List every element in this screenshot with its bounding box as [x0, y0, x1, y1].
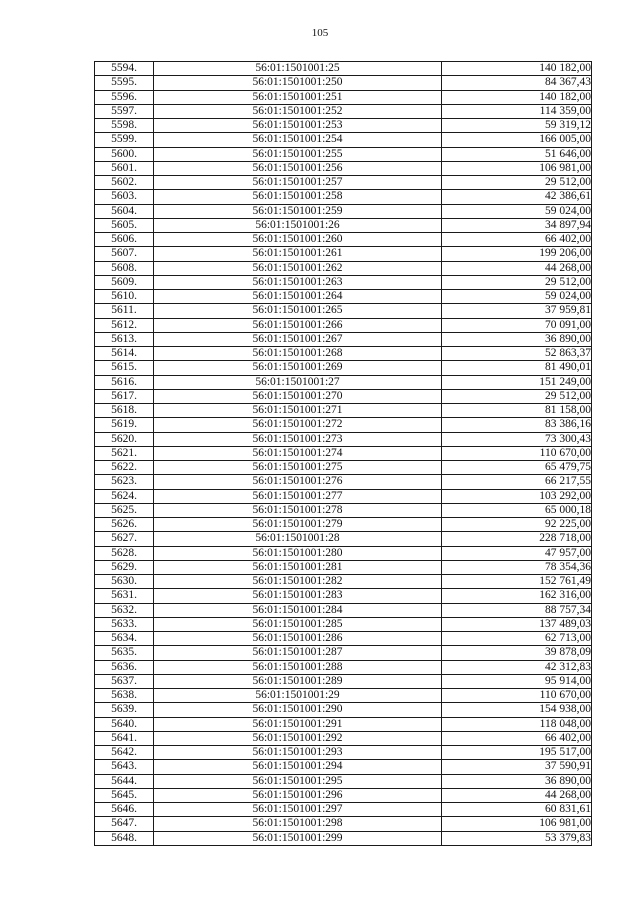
- cadastral-number-cell: 56:01:1501001:287: [154, 646, 442, 660]
- table-row: [95, 560, 592, 574]
- cadastral-number-cell: 56:01:1501001:298: [154, 817, 442, 831]
- row-number-cell: 5621.: [95, 446, 154, 460]
- cadastral-value-cell: 154 938,00: [442, 703, 592, 717]
- table-row: [95, 731, 592, 745]
- row-number-cell: 5614.: [95, 347, 154, 361]
- cadastral-number-cell: 56:01:1501001:280: [154, 546, 442, 560]
- table-row: [95, 332, 592, 346]
- table-row: [95, 760, 592, 774]
- row-number-cell: 5623.: [95, 475, 154, 489]
- table-row: [95, 503, 592, 517]
- cadastral-value-cell: 42 312,83: [442, 660, 592, 674]
- table-row: [95, 275, 592, 289]
- cadastral-value-cell: 36 890,00: [442, 774, 592, 788]
- table-row: [95, 788, 592, 802]
- table-row: [95, 261, 592, 275]
- table-row: [95, 589, 592, 603]
- row-number-cell: 5636.: [95, 660, 154, 674]
- row-number-cell: 5595.: [95, 76, 154, 90]
- cadastral-value-cell: 137 489,03: [442, 617, 592, 631]
- cadastral-value-cell: 151 249,00: [442, 375, 592, 389]
- table-row: [95, 746, 592, 760]
- row-number-cell: 5612.: [95, 318, 154, 332]
- cadastral-value-cell: 162 316,00: [442, 589, 592, 603]
- cadastral-value-cell: 152 761,49: [442, 575, 592, 589]
- table-row: [95, 446, 592, 460]
- row-number-cell: 5605.: [95, 218, 154, 232]
- cadastral-value-cell: 70 091,00: [442, 318, 592, 332]
- cadastral-value-cell: 34 897,94: [442, 218, 592, 232]
- table-row: [95, 247, 592, 261]
- row-number-cell: 5618.: [95, 404, 154, 418]
- row-number-cell: 5609.: [95, 275, 154, 289]
- cadastral-value-cell: 37 959,81: [442, 304, 592, 318]
- cadastral-number-cell: 56:01:1501001:29: [154, 689, 442, 703]
- table-row: [95, 674, 592, 688]
- cadastral-number-cell: 56:01:1501001:28: [154, 532, 442, 546]
- row-number-cell: 5616.: [95, 375, 154, 389]
- row-number-cell: 5631.: [95, 589, 154, 603]
- cadastral-number-cell: 56:01:1501001:265: [154, 304, 442, 318]
- cadastral-number-cell: 56:01:1501001:250: [154, 76, 442, 90]
- row-number-cell: 5594.: [95, 62, 154, 76]
- table-row: [95, 518, 592, 532]
- row-number-cell: 5644.: [95, 774, 154, 788]
- cadastral-number-cell: 56:01:1501001:263: [154, 275, 442, 289]
- row-number-cell: 5597.: [95, 104, 154, 118]
- cadastral-value-cell: 84 367,43: [442, 76, 592, 90]
- cadastral-value-cell: 59 024,00: [442, 204, 592, 218]
- row-number-cell: 5610.: [95, 290, 154, 304]
- cadastral-number-cell: 56:01:1501001:252: [154, 104, 442, 118]
- cadastral-number-cell: 56:01:1501001:286: [154, 632, 442, 646]
- row-number-cell: 5645.: [95, 788, 154, 802]
- cadastral-number-cell: 56:01:1501001:275: [154, 461, 442, 475]
- row-number-cell: 5641.: [95, 731, 154, 745]
- table-row: [95, 461, 592, 475]
- table-row: [95, 475, 592, 489]
- cadastral-value-cell: 228 718,00: [442, 532, 592, 546]
- cadastral-number-cell: 56:01:1501001:273: [154, 432, 442, 446]
- row-number-cell: 5622.: [95, 461, 154, 475]
- cadastral-value-cell: 44 268,00: [442, 788, 592, 802]
- row-number-cell: 5638.: [95, 689, 154, 703]
- cadastral-value-cell: 66 217,55: [442, 475, 592, 489]
- table-body: [95, 62, 592, 846]
- row-number-cell: 5620.: [95, 432, 154, 446]
- table-row: [95, 603, 592, 617]
- table-row: [95, 133, 592, 147]
- cadastral-value-cell: 39 878,09: [442, 646, 592, 660]
- row-number-cell: 5606.: [95, 233, 154, 247]
- cadastral-value-cell: 36 890,00: [442, 332, 592, 346]
- table-row: [95, 703, 592, 717]
- row-number-cell: 5600.: [95, 147, 154, 161]
- cadastral-number-cell: 56:01:1501001:261: [154, 247, 442, 261]
- row-number-cell: 5604.: [95, 204, 154, 218]
- cadastral-value-cell: 47 957,00: [442, 546, 592, 560]
- cadastral-value-cell: 88 757,34: [442, 603, 592, 617]
- row-number-cell: 5633.: [95, 617, 154, 631]
- cadastral-number-cell: 56:01:1501001:292: [154, 731, 442, 745]
- row-number-cell: 5613.: [95, 332, 154, 346]
- cadastral-number-cell: 56:01:1501001:282: [154, 575, 442, 589]
- cadastral-value-cell: 78 354,36: [442, 560, 592, 574]
- row-number-cell: 5634.: [95, 632, 154, 646]
- cadastral-number-cell: 56:01:1501001:254: [154, 133, 442, 147]
- table-row: [95, 803, 592, 817]
- table-row: [95, 347, 592, 361]
- row-number-cell: 5646.: [95, 803, 154, 817]
- cadastral-value-cell: 81 158,00: [442, 404, 592, 418]
- cadastral-number-cell: 56:01:1501001:283: [154, 589, 442, 603]
- cadastral-number-cell: 56:01:1501001:297: [154, 803, 442, 817]
- row-number-cell: 5603.: [95, 190, 154, 204]
- cadastral-number-cell: 56:01:1501001:253: [154, 119, 442, 133]
- table-row: [95, 90, 592, 104]
- table-row: [95, 575, 592, 589]
- table-row: [95, 546, 592, 560]
- table-row: [95, 104, 592, 118]
- cadastral-value-cell: 37 590,91: [442, 760, 592, 774]
- row-number-cell: 5643.: [95, 760, 154, 774]
- row-number-cell: 5635.: [95, 646, 154, 660]
- cadastral-number-cell: 56:01:1501001:277: [154, 489, 442, 503]
- cadastral-number-cell: 56:01:1501001:284: [154, 603, 442, 617]
- cadastral-number-cell: 56:01:1501001:281: [154, 560, 442, 574]
- cadastral-value-cell: 114 359,00: [442, 104, 592, 118]
- cadastral-value-cell: 53 379,83: [442, 831, 592, 845]
- cadastral-number-cell: 56:01:1501001:288: [154, 660, 442, 674]
- cadastral-value-cell: 110 670,00: [442, 446, 592, 460]
- row-number-cell: 5624.: [95, 489, 154, 503]
- row-number-cell: 5602.: [95, 176, 154, 190]
- cadastral-number-cell: 56:01:1501001:272: [154, 418, 442, 432]
- table-row: [95, 147, 592, 161]
- cadastral-value-cell: 118 048,00: [442, 717, 592, 731]
- cadastral-number-cell: 56:01:1501001:269: [154, 361, 442, 375]
- cadastral-value-cell: 65 000,18: [442, 503, 592, 517]
- cadastral-number-cell: 56:01:1501001:271: [154, 404, 442, 418]
- table-row: [95, 489, 592, 503]
- page-number: 105: [311, 27, 329, 39]
- table-row: [95, 318, 592, 332]
- cadastral-value-cell: 62 713,00: [442, 632, 592, 646]
- row-number-cell: 5598.: [95, 119, 154, 133]
- row-number-cell: 5626.: [95, 518, 154, 532]
- cadastral-value-table: [94, 61, 592, 846]
- table-row: [95, 304, 592, 318]
- table-row: [95, 119, 592, 133]
- cadastral-number-cell: 56:01:1501001:290: [154, 703, 442, 717]
- table-row: [95, 290, 592, 304]
- cadastral-value-cell: 44 268,00: [442, 261, 592, 275]
- table-row: [95, 689, 592, 703]
- cadastral-number-cell: 56:01:1501001:268: [154, 347, 442, 361]
- cadastral-value-cell: 103 292,00: [442, 489, 592, 503]
- table-row: [95, 404, 592, 418]
- table-row: [95, 176, 592, 190]
- cadastral-value-cell: 65 479,75: [442, 461, 592, 475]
- table-row: [95, 660, 592, 674]
- row-number-cell: 5608.: [95, 261, 154, 275]
- cadastral-number-cell: 56:01:1501001:279: [154, 518, 442, 532]
- cadastral-number-cell: 56:01:1501001:294: [154, 760, 442, 774]
- table-row: [95, 532, 592, 546]
- cadastral-number-cell: 56:01:1501001:256: [154, 161, 442, 175]
- cadastral-number-cell: 56:01:1501001:251: [154, 90, 442, 104]
- cadastral-value-cell: 42 386,61: [442, 190, 592, 204]
- row-number-cell: 5619.: [95, 418, 154, 432]
- row-number-cell: 5617.: [95, 389, 154, 403]
- row-number-cell: 5601.: [95, 161, 154, 175]
- row-number-cell: 5607.: [95, 247, 154, 261]
- cadastral-value-cell: 92 225,00: [442, 518, 592, 532]
- cadastral-value-cell: 106 981,00: [442, 817, 592, 831]
- cadastral-value-cell: 106 981,00: [442, 161, 592, 175]
- cadastral-value-cell: 29 512,00: [442, 389, 592, 403]
- cadastral-number-cell: 56:01:1501001:257: [154, 176, 442, 190]
- cadastral-value-cell: 29 512,00: [442, 176, 592, 190]
- cadastral-number-cell: 56:01:1501001:299: [154, 831, 442, 845]
- cadastral-number-cell: 56:01:1501001:26: [154, 218, 442, 232]
- cadastral-number-cell: 56:01:1501001:255: [154, 147, 442, 161]
- cadastral-number-cell: 56:01:1501001:296: [154, 788, 442, 802]
- cadastral-number-cell: 56:01:1501001:285: [154, 617, 442, 631]
- table-row: [95, 432, 592, 446]
- cadastral-value-cell: 95 914,00: [442, 674, 592, 688]
- table-row: [95, 774, 592, 788]
- table-row: [95, 361, 592, 375]
- table-row: [95, 76, 592, 90]
- cadastral-number-cell: 56:01:1501001:274: [154, 446, 442, 460]
- row-number-cell: 5642.: [95, 746, 154, 760]
- row-number-cell: 5648.: [95, 831, 154, 845]
- row-number-cell: 5632.: [95, 603, 154, 617]
- cadastral-number-cell: 56:01:1501001:289: [154, 674, 442, 688]
- row-number-cell: 5625.: [95, 503, 154, 517]
- cadastral-value-cell: 60 831,61: [442, 803, 592, 817]
- row-number-cell: 5628.: [95, 546, 154, 560]
- cadastral-value-cell: 59 024,00: [442, 290, 592, 304]
- cadastral-number-cell: 56:01:1501001:264: [154, 290, 442, 304]
- row-number-cell: 5630.: [95, 575, 154, 589]
- row-number-cell: 5596.: [95, 90, 154, 104]
- table-row: [95, 389, 592, 403]
- table-row: [95, 646, 592, 660]
- table-row: [95, 161, 592, 175]
- row-number-cell: 5639.: [95, 703, 154, 717]
- cadastral-value-cell: 81 490,01: [442, 361, 592, 375]
- table-row: [95, 418, 592, 432]
- table-row: [95, 717, 592, 731]
- row-number-cell: 5615.: [95, 361, 154, 375]
- table-row: [95, 617, 592, 631]
- cadastral-number-cell: 56:01:1501001:27: [154, 375, 442, 389]
- row-number-cell: 5647.: [95, 817, 154, 831]
- row-number-cell: 5627.: [95, 532, 154, 546]
- cadastral-number-cell: 56:01:1501001:25: [154, 62, 442, 76]
- cadastral-value-cell: 166 005,00: [442, 133, 592, 147]
- cadastral-number-cell: 56:01:1501001:295: [154, 774, 442, 788]
- cadastral-value-cell: 66 402,00: [442, 731, 592, 745]
- cadastral-number-cell: 56:01:1501001:293: [154, 746, 442, 760]
- table-row: [95, 190, 592, 204]
- cadastral-value-cell: 52 863,37: [442, 347, 592, 361]
- table-row: [95, 632, 592, 646]
- cadastral-value-cell: 66 402,00: [442, 233, 592, 247]
- cadastral-number-cell: 56:01:1501001:291: [154, 717, 442, 731]
- cadastral-number-cell: 56:01:1501001:270: [154, 389, 442, 403]
- cadastral-value-cell: 195 517,00: [442, 746, 592, 760]
- cadastral-value-cell: 59 319,12: [442, 119, 592, 133]
- cadastral-number-cell: 56:01:1501001:262: [154, 261, 442, 275]
- cadastral-number-cell: 56:01:1501001:276: [154, 475, 442, 489]
- cadastral-number-cell: 56:01:1501001:260: [154, 233, 442, 247]
- row-number-cell: 5637.: [95, 674, 154, 688]
- cadastral-number-cell: 56:01:1501001:278: [154, 503, 442, 517]
- cadastral-value-cell: 73 300,43: [442, 432, 592, 446]
- table-row: [95, 831, 592, 845]
- cadastral-value-cell: 83 386,16: [442, 418, 592, 432]
- row-number-cell: 5611.: [95, 304, 154, 318]
- cadastral-number-cell: 56:01:1501001:267: [154, 332, 442, 346]
- table-row: [95, 817, 592, 831]
- cadastral-value-cell: 199 206,00: [442, 247, 592, 261]
- table-row: [95, 375, 592, 389]
- cadastral-value-cell: 140 182,00: [442, 90, 592, 104]
- table-row: [95, 62, 592, 76]
- row-number-cell: 5629.: [95, 560, 154, 574]
- row-number-cell: 5599.: [95, 133, 154, 147]
- row-number-cell: 5640.: [95, 717, 154, 731]
- cadastral-value-cell: 110 670,00: [442, 689, 592, 703]
- table-row: [95, 218, 592, 232]
- cadastral-number-cell: 56:01:1501001:259: [154, 204, 442, 218]
- cadastral-value-cell: 51 646,00: [442, 147, 592, 161]
- cadastral-number-cell: 56:01:1501001:258: [154, 190, 442, 204]
- table-row: [95, 233, 592, 247]
- cadastral-number-cell: 56:01:1501001:266: [154, 318, 442, 332]
- table-row: [95, 204, 592, 218]
- cadastral-value-cell: 29 512,00: [442, 275, 592, 289]
- cadastral-value-cell: 140 182,00: [442, 62, 592, 76]
